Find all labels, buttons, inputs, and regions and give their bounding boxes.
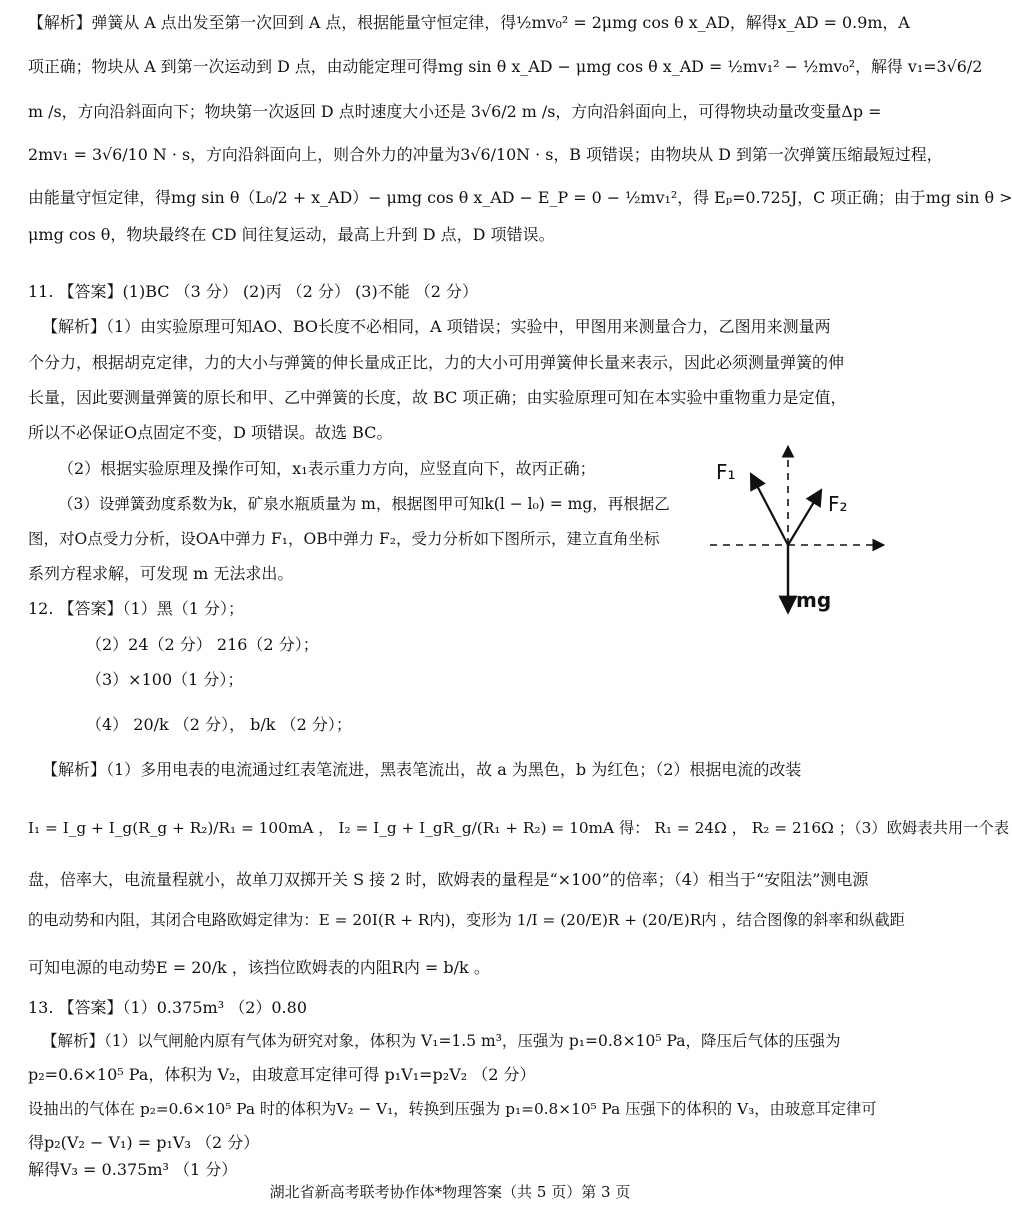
text-line: 得p₂(V₂ − V₁) = p₁V₃ （2 分）	[28, 1133, 260, 1152]
label-f2: F₂	[828, 492, 848, 516]
label-mg: mg	[796, 588, 832, 612]
text-line: （3）×100（1 分）；	[86, 670, 244, 689]
text-line: 所以不必保证O点固定不变，D 项错误。故选 BC。	[28, 423, 393, 442]
text-line: 【解析】（1）以气闸舱内原有气体为研究对象，体积为 V₁=1.5 m³，压强为 p₁=0.8×10⁵ Pa，降压后气体的压强为	[42, 1032, 841, 1050]
formula-line: 可知电源的电动势E = 20/k ，该挡位欧姆表的内阻R内 = b/k 。	[28, 958, 490, 977]
text-line: 系列方程求解，可发现 m 无法求出。	[28, 564, 294, 583]
text-line: （2）24（2 分） 216（2 分）；	[86, 635, 319, 654]
force-f1-arrow	[752, 476, 788, 545]
text-line: 由能量守恒定律，得mg sin θ（L₀/2 + x_AD）− μmg cos θ x_AD − E_P = 0 − ½mv₁²，得 Eₚ=0.725J，C 项正确；由于mg sin θ >	[28, 188, 1012, 207]
text-line: 长量，因此要测量弹簧的原长和甲、乙中弹簧的长度，故 BC 项正确；由实验原理可知在本实验中重物重力是定值，	[28, 388, 847, 407]
text-line: μmg cos θ，物块最终在 CD 间往复运动，最高上升到 D 点，D 项错误。	[28, 225, 555, 244]
text-line: m /s，方向沿斜面向下；物块第一次返回 D 点时速度大小还是 3√6/2 m /s，方向沿斜面向上，可得物块动量改变量Δp =	[28, 102, 882, 121]
text-line: 个分力，根据胡克定律，力的大小与弹簧的伸长量成正比，力的大小可用弹簧伸长量来表示，因此必须测量弹簧的伸	[28, 353, 845, 372]
answer-heading: 13. 【答案】（1）0.375m³ （2）0.80	[28, 998, 307, 1017]
answer-heading: 11. 【答案】(1)BC （3 分） (2)丙 （2 分） (3)不能 （2 分）	[28, 282, 479, 301]
text-line: p₂=0.6×10⁵ Pa，体积为 V₂，由玻意耳定律可得 p₁V₁=p₂V₂ （2 分）	[28, 1065, 536, 1084]
text-line: 【解析】弹簧从 A 点出发至第一次回到 A 点，根据能量守恒定律，得½mv₀² = 2μmg cos θ x_AD，解得x_AD = 0.9m，A	[28, 13, 910, 32]
formula-line: 的电动势和内阻，其闭合电路欧姆定律为：E = 20I(R + R内)，变形为 1/I = (20/E)R + (20/E)R内 ，结合图像的斜率和纵截距	[28, 911, 905, 929]
text-line: 图，对O点受力分析，设OA中弹力 F₁，OB中弹力 F₂，受力分析如下图所示，建立直角坐标	[28, 530, 660, 548]
text-line: 【解析】（1）多用电表的电流通过红表笔流进，黑表笔流出，故 a 为黑色，b 为红色；（2）根据电流的改装	[42, 760, 802, 779]
text-line: 2mv₁ = 3√6/10 N · s，方向沿斜面向上，则合外力的冲量为3√6/10N · s，B 项错误；由物块从 D 到第一次弹簧压缩最短过程，	[28, 145, 943, 164]
force-diagram	[700, 440, 890, 630]
formula-line: I₁ = I_g + I_g(R_g + R₂)/R₁ = 100mA ， I₂ = I_g + I_gR_g/(R₁ + R₂) = 10mA 得： R₁ = 24Ω ， R₂ = 216Ω ；（3）欧姆表共用一个表	[28, 819, 1010, 837]
text-line: 【解析】（1）由实验原理可知AO、BO长度不必相同，A 项错误；实验中，甲图用来测量合力，乙图用来测量两	[42, 317, 831, 336]
text-line: （4） 20/k （2 分）， b/k （2 分）；	[86, 715, 352, 734]
text-line: （3）设弹簧劲度系数为k，矿泉水瓶质量为 m，根据图甲可知k(l − l₀) = mg，再根据乙	[58, 495, 670, 513]
force-f2-arrow	[788, 492, 820, 545]
text-line: 设抽出的气体在 p₂=0.6×10⁵ Pa 时的体积为V₂ − V₁，转换到压强为 p₁=0.8×10⁵ Pa 压强下的体积的 V₃，由玻意耳定律可	[28, 1100, 877, 1118]
text-line: （2）根据实验原理及操作可知，x₁表示重力方向，应竖直向下，故丙正确；	[58, 459, 596, 478]
text-line: 盘，倍率大，电流量程就小，故单刀双掷开关 S 接 2 时，欧姆表的量程是“×100”的倍率；（4）相当于“安阻法”测电源	[28, 870, 869, 889]
text-line: 解得V₃ = 0.375m³ （1 分）	[28, 1160, 238, 1179]
label-f1: F₁	[716, 460, 736, 484]
page-footer: 湖北省新高考联考协作体*物理答案（共 5 页）第 3 页	[269, 1183, 631, 1201]
text-line: 项正确；物块从 A 到第一次运动到 D 点，由动能定理可得mg sin θ x_AD − μmg cos θ x_AD = ½mv₁² − ½mv₀²，解得 v₁=3√6/2	[28, 57, 983, 76]
answer-heading: 12. 【答案】（1）黑（1 分）；	[28, 599, 244, 618]
